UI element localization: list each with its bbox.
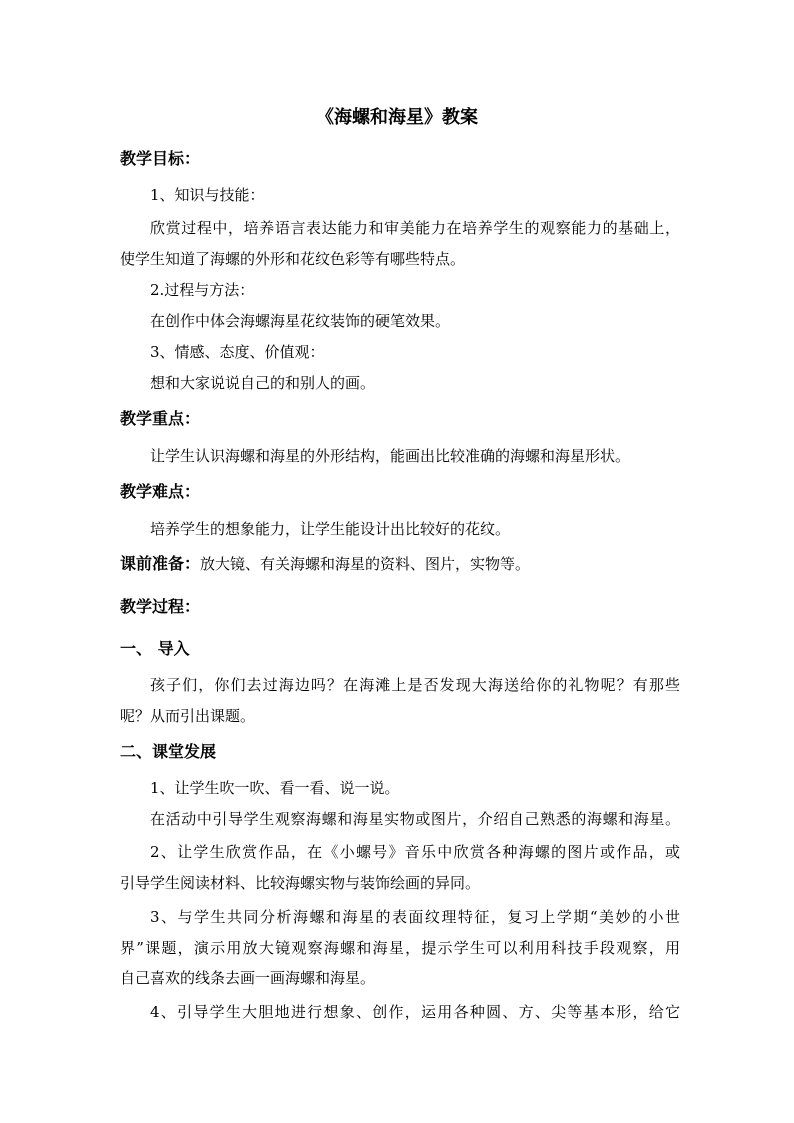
difficulty-heading: 教学难点： bbox=[120, 482, 201, 501]
knowledge-text-line1: 欣赏过程中，培养语言表达能力和审美能力在培养学生的观察能力的基础上， bbox=[150, 219, 680, 237]
intro-text-line1: 孩子们，你们去过海边吗？在海滩上是否发现大海送给你的礼物呢？有那些 bbox=[150, 676, 680, 694]
step2-text-line1: 2、让学生欣赏作品，在《小螺号》音乐中欣赏各种海螺的图片或作品，或 bbox=[150, 843, 680, 861]
process-heading: 2.过程与方法： bbox=[150, 281, 255, 299]
preparation-label: 课前准备： bbox=[120, 554, 201, 573]
step1-text: 在活动中引导学生观察海螺和海星实物或图片，介绍自己熟悉的海螺和海星。 bbox=[150, 810, 680, 828]
document-title: 《海螺和海星》教案 bbox=[316, 107, 478, 128]
preparation-text: 放大镜、有关海螺和海星的资料、图片，实物等。 bbox=[200, 555, 531, 573]
step1-heading: 1、让学生吹一吹、看一看、说一说。 bbox=[150, 779, 400, 797]
intro-text-line2: 呢？从而引出课题。 bbox=[120, 707, 256, 725]
development-heading: 二、课堂发展 bbox=[120, 742, 217, 761]
preparation-line bbox=[120, 553, 680, 575]
step4-text-line1: 4、引导学生大胆地进行想象、创作，运用各种圆、方、尖等基本形，给它 bbox=[150, 1003, 680, 1021]
intro-heading: 一、 导入 bbox=[120, 639, 190, 658]
step2-text-line2: 引导学生阅读材料、比较海螺实物与装饰绘画的异同。 bbox=[120, 874, 481, 892]
knowledge-heading: 1、知识与技能： bbox=[150, 186, 265, 204]
process-text: 在创作中体会海螺海星花纹装饰的硬笔效果。 bbox=[150, 312, 451, 330]
attitude-heading: 3、情感、态度、价值观： bbox=[150, 343, 325, 361]
procedure-heading: 教学过程： bbox=[120, 597, 201, 616]
attitude-text: 想和大家说说自己的和别人的画。 bbox=[150, 374, 376, 392]
difficulty-text: 培养学生的想象能力，让学生能设计出比较好的花纹。 bbox=[150, 520, 511, 538]
objectives-heading: 教学目标： bbox=[120, 149, 201, 168]
step3-text-line2: 界”课题，演示用放大镜观察海螺和海星，提示学生可以利用科技手段观察，用 bbox=[120, 939, 680, 957]
knowledge-text-line2: 使学生知道了海螺的外形和花纹色彩等有哪些特点。 bbox=[120, 250, 466, 268]
step3-text-line1: 3、与学生共同分析海螺和海星的表面纹理特征，复习上学期“美妙的小世 bbox=[150, 908, 680, 926]
key-points-text: 让学生认识海螺和海星的外形结构，能画出比较准确的海螺和海星形状。 bbox=[150, 447, 631, 465]
key-points-heading: 教学重点： bbox=[120, 409, 201, 428]
step3-text-line3: 自己喜欢的线条去画一画海螺和海星。 bbox=[120, 969, 376, 987]
